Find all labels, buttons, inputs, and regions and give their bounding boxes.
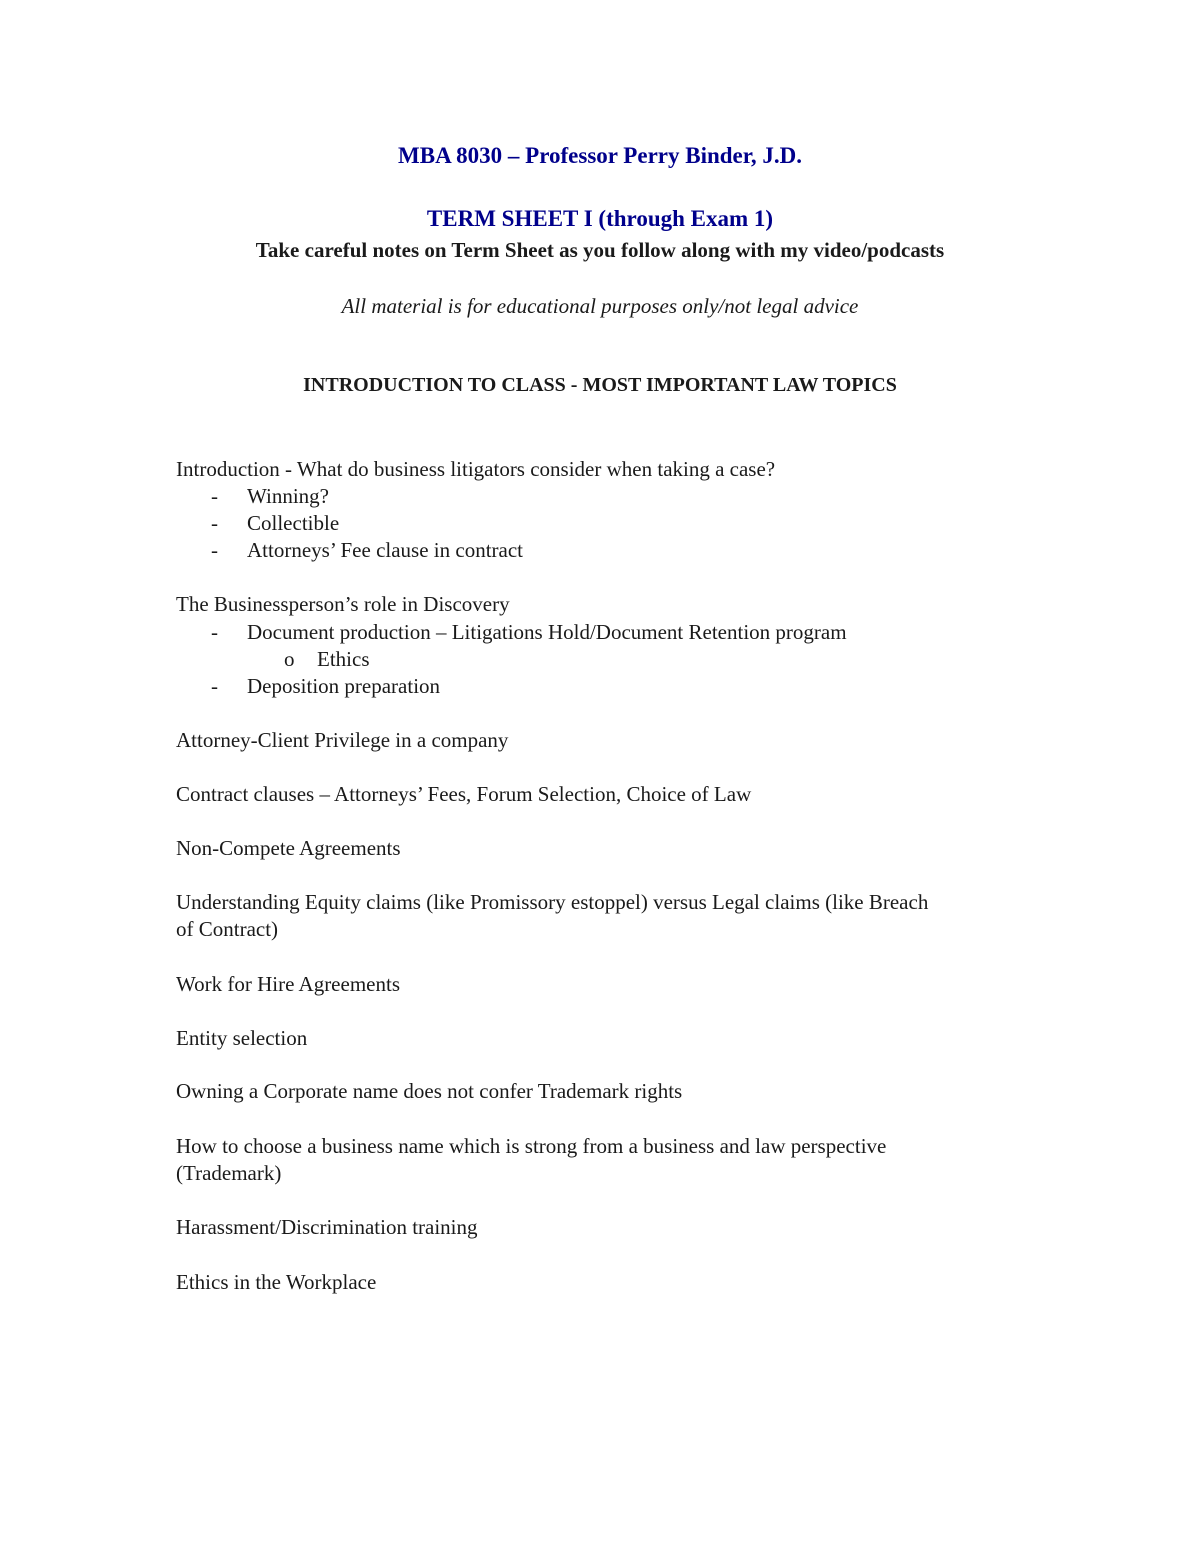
sub-list-item: Ethics [317,647,370,671]
topic-contract-clauses: Contract clauses – Attorneys’ Fees, Forum Selection, Choice of Law [176,782,752,806]
topic-discovery: The Businessperson’s role in Discovery [176,592,510,616]
list-dash: - [211,538,218,562]
topic-corporate-name: Owning a Corporate name does not confer Trademark rights [176,1079,683,1103]
topic-business-name: How to choose a business name which is strong from a business and law perspective [176,1134,887,1158]
disclaimer-line: All material is for educational purposes only/not legal advice [341,294,859,318]
list-item: Collectible [247,511,340,535]
topic-equity-claims-cont: of Contract) [176,917,279,941]
list-item: Deposition preparation [247,674,441,698]
list-dash: - [211,620,218,644]
topic-non-compete: Non-Compete Agreements [176,836,401,860]
topic-workplace-ethics: Ethics in the Workplace [176,1270,377,1294]
list-item: Document production – Litigations Hold/Document Retention program [247,620,847,644]
section-heading: INTRODUCTION TO CLASS - MOST IMPORTANT LAW TOPICS [303,374,897,396]
list-item: Winning? [247,484,329,508]
topic-equity-claims: Understanding Equity claims (like Promissory estoppel) versus Legal claims (like Breach [176,890,929,914]
topic-harassment-training: Harassment/Discrimination training [176,1215,478,1239]
document-title: MBA 8030 – Professor Perry Binder, J.D. [398,143,802,168]
list-dash: - [211,484,218,508]
sub-list-marker: o [284,647,295,671]
topic-privilege: Attorney-Client Privilege in a company [176,728,509,752]
instruction-line: Take careful notes on Term Sheet as you follow along with my video/podcasts [255,238,945,262]
list-dash: - [211,674,218,698]
list-dash: - [211,511,218,535]
topic-work-for-hire: Work for Hire Agreements [176,972,400,996]
list-item: Attorneys’ Fee clause in contract [247,538,524,562]
document-subtitle: TERM SHEET I (through Exam 1) [426,206,774,231]
topic-business-name-cont: (Trademark) [176,1161,282,1185]
topic-entity-selection: Entity selection [176,1026,308,1050]
topic-introduction: Introduction - What do business litigators consider when taking a case? [176,457,776,481]
